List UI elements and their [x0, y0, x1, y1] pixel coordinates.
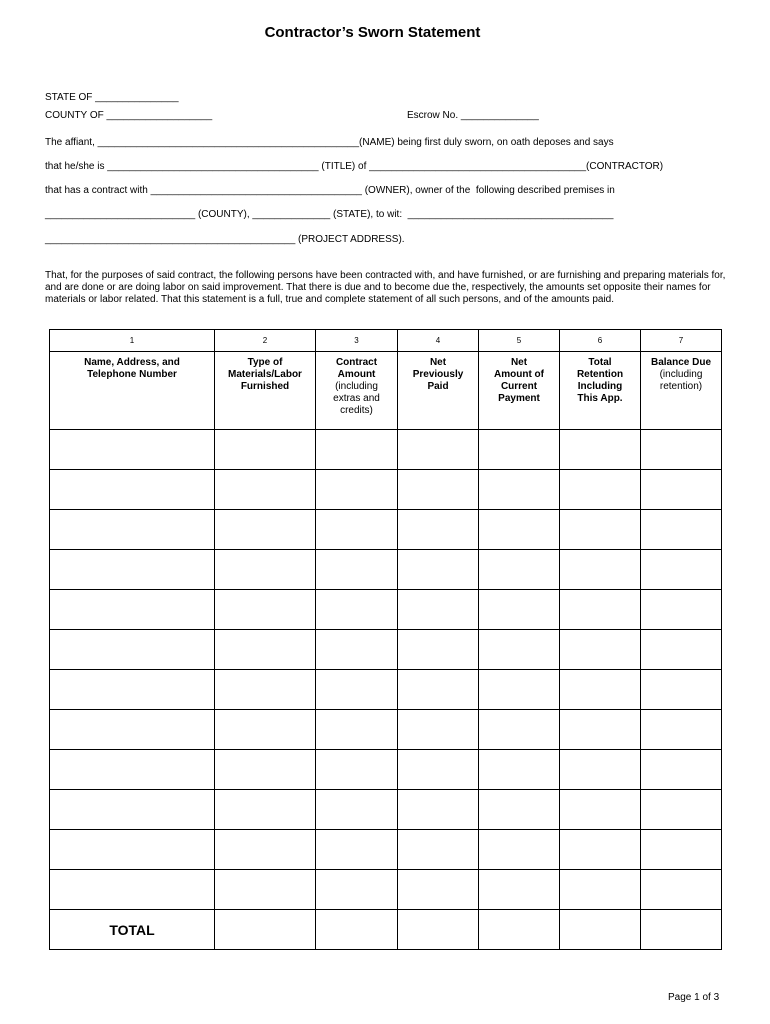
- table-cell[interactable]: [560, 710, 641, 750]
- table-cell[interactable]: [641, 710, 722, 750]
- table-cell[interactable]: [479, 910, 560, 950]
- table-cell[interactable]: [641, 510, 722, 550]
- table-cell[interactable]: [560, 830, 641, 870]
- column-number: 6: [560, 330, 641, 352]
- table-row: [50, 470, 722, 510]
- table-cell[interactable]: [479, 750, 560, 790]
- table-cell[interactable]: [316, 430, 398, 470]
- page-title: Contractor’s Sworn Statement: [264, 24, 481, 41]
- header-label: Balance Due: [650, 357, 712, 368]
- table-cell[interactable]: [316, 590, 398, 630]
- table-cell[interactable]: [215, 630, 316, 670]
- table-cell[interactable]: [641, 470, 722, 510]
- column-number-row: [50, 330, 722, 352]
- escrow-line: Escrow No. ______________: [407, 110, 539, 121]
- table-cell[interactable]: [479, 630, 560, 670]
- table-cell[interactable]: [316, 790, 398, 830]
- header-label: Contract Amount: [335, 357, 378, 380]
- column-number: 3: [316, 330, 398, 352]
- table-cell[interactable]: [50, 870, 215, 910]
- header-label: Total Retention Including This App.: [576, 357, 624, 404]
- table-cell[interactable]: [560, 630, 641, 670]
- table-cell[interactable]: [316, 470, 398, 510]
- header-label: Type of Materials/Labor Furnished: [228, 357, 302, 392]
- table-cell[interactable]: [560, 790, 641, 830]
- statement-paragraph: That, for the purposes of said contract, the following persons have been contracted with, and have furnished, or are furnishing and preparing materials for, and are done or are doing labor on said improvement. That there is due and to become due the, respectively, the amounts set opposite their names for materials or labor related. That this statement is a full, true and complete statement of all such persons, and of the amounts paid.: [45, 270, 726, 306]
- table-cell[interactable]: [316, 710, 398, 750]
- page-number: Page 1 of 3: [668, 992, 720, 1003]
- table-cell[interactable]: [215, 670, 316, 710]
- table-cell[interactable]: [50, 590, 215, 630]
- table-cell[interactable]: [479, 550, 560, 590]
- table-cell[interactable]: [215, 510, 316, 550]
- table-cell[interactable]: [215, 550, 316, 590]
- table-row: [50, 550, 722, 590]
- table-cell[interactable]: [560, 590, 641, 630]
- column-number: 2: [215, 330, 316, 352]
- table-cell[interactable]: [479, 830, 560, 870]
- table-cell[interactable]: [560, 870, 641, 910]
- table-cell[interactable]: [560, 470, 641, 510]
- column-header: [641, 352, 722, 430]
- table-cell[interactable]: [398, 790, 479, 830]
- table-cell[interactable]: [215, 750, 316, 790]
- table-cell[interactable]: [641, 670, 722, 710]
- contract-line: that has a contract with ______________________________________ (OWNER), owner of the following described premises in: [45, 185, 615, 196]
- table-cell[interactable]: [398, 630, 479, 670]
- column-header-row: [50, 352, 722, 430]
- table-cell[interactable]: [479, 470, 560, 510]
- table-cell[interactable]: [316, 630, 398, 670]
- column-number: 4: [398, 330, 479, 352]
- table-cell[interactable]: [398, 470, 479, 510]
- county-state-line: ___________________________ (COUNTY), ______________ (STATE), to wit: _____________________________________: [45, 209, 614, 220]
- table-row: [50, 590, 722, 630]
- header-label: Net Previously Paid: [412, 357, 464, 392]
- table-cell[interactable]: [641, 550, 722, 590]
- column-number: 7: [641, 330, 722, 352]
- column-header: [215, 352, 316, 430]
- affiant-line: The affiant, _______________________________________________(NAME) being first duly sworn, on oath deposes and says: [45, 137, 614, 148]
- column-number: 5: [479, 330, 560, 352]
- table-cell[interactable]: [50, 830, 215, 870]
- header-note: (including retention): [659, 369, 703, 392]
- column-number: 1: [50, 330, 215, 352]
- table-cell[interactable]: [50, 470, 215, 510]
- column-header: [316, 352, 398, 430]
- table-cell[interactable]: [316, 670, 398, 710]
- table-cell[interactable]: [560, 750, 641, 790]
- table-cell[interactable]: [641, 830, 722, 870]
- table-cell[interactable]: [50, 790, 215, 830]
- table-cell[interactable]: [50, 670, 215, 710]
- table-row: [50, 430, 722, 470]
- table-row: [50, 870, 722, 910]
- table-cell[interactable]: [316, 510, 398, 550]
- table-cell[interactable]: [479, 710, 560, 750]
- header-note: (including extras and credits): [333, 381, 380, 416]
- column-header: [398, 352, 479, 430]
- table-row: [50, 750, 722, 790]
- table-cell[interactable]: [316, 830, 398, 870]
- table-cell[interactable]: [398, 670, 479, 710]
- table-cell[interactable]: [479, 430, 560, 470]
- table-cell[interactable]: [641, 430, 722, 470]
- table-cell[interactable]: [50, 550, 215, 590]
- table-cell[interactable]: [215, 430, 316, 470]
- sworn-statement-table: [49, 329, 722, 950]
- table-cell[interactable]: [479, 870, 560, 910]
- table-row: [50, 510, 722, 550]
- table-cell[interactable]: [398, 510, 479, 550]
- table-cell[interactable]: [50, 430, 215, 470]
- header-label: Net Amount of Current Payment: [494, 357, 544, 404]
- table-row: [50, 830, 722, 870]
- table-cell[interactable]: [560, 670, 641, 710]
- table-cell[interactable]: [215, 830, 316, 870]
- table-cell[interactable]: [479, 590, 560, 630]
- table-cell[interactable]: [215, 470, 316, 510]
- table-cell[interactable]: [479, 510, 560, 550]
- table-cell[interactable]: [215, 910, 316, 950]
- table-cell[interactable]: [641, 630, 722, 670]
- table-cell[interactable]: [398, 430, 479, 470]
- table-row: [50, 790, 722, 830]
- table-cell[interactable]: [215, 790, 316, 830]
- table-cell[interactable]: [398, 910, 479, 950]
- table-cell[interactable]: [215, 870, 316, 910]
- table-cell[interactable]: [560, 430, 641, 470]
- table-cell[interactable]: [641, 590, 722, 630]
- table-cell[interactable]: [316, 910, 398, 950]
- table-row: [50, 710, 722, 750]
- table-cell[interactable]: [641, 790, 722, 830]
- title-line: that he/she is ______________________________________ (TITLE) of _______________________________________(CONTRACTOR): [45, 161, 664, 172]
- table-cell[interactable]: [641, 910, 722, 950]
- table-cell[interactable]: [398, 550, 479, 590]
- header-label: Name, Address, and Telephone Number: [84, 357, 180, 380]
- total-row: [50, 910, 722, 950]
- column-header: [560, 352, 641, 430]
- table-cell[interactable]: [641, 870, 722, 910]
- table-cell[interactable]: [50, 750, 215, 790]
- column-header: [479, 352, 560, 430]
- table-cell[interactable]: [398, 870, 479, 910]
- table-cell[interactable]: [398, 750, 479, 790]
- table-cell[interactable]: [316, 750, 398, 790]
- table-cell[interactable]: [50, 510, 215, 550]
- table-cell[interactable]: [215, 710, 316, 750]
- table-cell[interactable]: [215, 590, 316, 630]
- state-line: STATE OF _______________: [45, 92, 179, 103]
- table-cell[interactable]: [560, 550, 641, 590]
- table-cell[interactable]: [398, 710, 479, 750]
- table-cell[interactable]: [316, 870, 398, 910]
- table-cell[interactable]: [398, 830, 479, 870]
- table-cell[interactable]: [560, 910, 641, 950]
- table-cell[interactable]: [50, 630, 215, 670]
- table-row: [50, 670, 722, 710]
- table-cell[interactable]: [316, 550, 398, 590]
- total-label: TOTAL: [50, 910, 215, 950]
- table-cell[interactable]: [479, 790, 560, 830]
- table-cell[interactable]: [398, 590, 479, 630]
- county-line: COUNTY OF ___________________: [45, 110, 213, 121]
- table-row: [50, 630, 722, 670]
- project-address-line: _____________________________________________ (PROJECT ADDRESS).: [45, 234, 405, 245]
- table-cell[interactable]: [479, 670, 560, 710]
- table-cell[interactable]: [560, 510, 641, 550]
- table-cell[interactable]: [641, 750, 722, 790]
- table-cell[interactable]: [50, 710, 215, 750]
- column-header: [50, 352, 215, 430]
